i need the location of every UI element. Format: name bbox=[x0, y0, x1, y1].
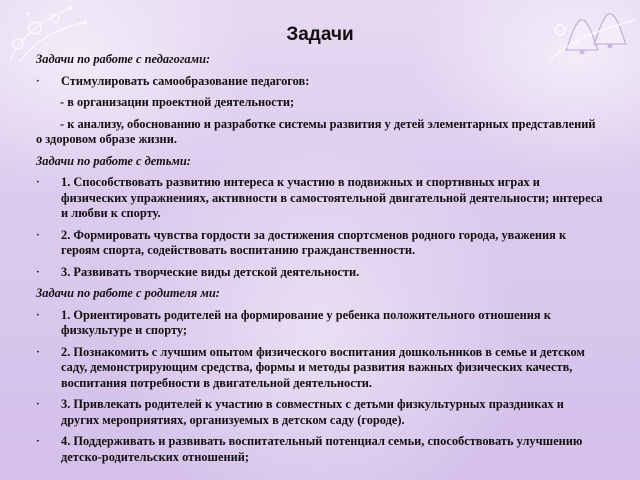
parents-item-1-text: 1. Ориентировать родителей на формирование у ребенка положительного отношения к физкультуре и спорту; bbox=[61, 307, 551, 337]
children-heading: Задачи по работе с детьми: bbox=[36, 153, 191, 168]
bullet-icon: · bbox=[36, 228, 40, 241]
bullet-icon: · bbox=[36, 265, 40, 278]
children-item-1-text: 1. Способствовать развитию интереса к участию в подвижных и спортивных играх и физических упражнениях, активности в самостоятельной двигательной деятельности; интереса и любви к спорту. bbox=[61, 175, 603, 220]
parents-item-1 bbox=[36, 308, 604, 339]
bullet-icon: · bbox=[36, 435, 40, 447]
parents-item-4 bbox=[36, 434, 604, 465]
teachers-sub-2: - к анализу, обоснованию и разработке системы развития у детей элементарных представлений о здоровом образе жизни. bbox=[36, 116, 596, 146]
bullet-icon: · bbox=[36, 345, 40, 358]
parents-item-3 bbox=[36, 397, 604, 428]
children-item-2 bbox=[36, 228, 604, 259]
children-item-2-text: 2. Формировать чувства гордости за достижения спортсменов родного города, уважения к героям спорта, содействовать воспитанию гражданственности. bbox=[61, 227, 567, 257]
teachers-item-1 bbox=[36, 74, 604, 90]
parents-item-2-text: 2. Познакомить с лучшим опытом физического воспитания дошкольников в семье и детском саду, демонстрирующим средства, формы и методы развития важных физических качеств, воспитания потребности в двигательной деятельности. bbox=[61, 344, 585, 390]
parents-item-4-text: 4. Поддерживать и развивать воспитательный потенциал семьи, способствовать улучшению детско-родительских отношений; bbox=[61, 434, 583, 464]
teachers-heading: Задачи по работе с педагогами: bbox=[36, 52, 211, 66]
bullet-icon: · bbox=[36, 74, 40, 87]
parents-item-2 bbox=[36, 345, 604, 392]
bullet-icon: · bbox=[36, 398, 40, 410]
teachers-item-1-text: Стимулировать самообразование педагогов: bbox=[61, 73, 310, 88]
children-item-3 bbox=[36, 265, 604, 281]
children-item-1 bbox=[36, 175, 604, 222]
parents-heading: Задачи по работе с родителя ми: bbox=[36, 286, 220, 300]
teachers-sub-1: - в организации проектной деятельности; bbox=[60, 95, 295, 109]
bullet-icon: · bbox=[36, 176, 40, 188]
bullet-icon: · bbox=[36, 308, 40, 321]
slide-title: Задачи bbox=[286, 24, 354, 45]
parents-item-3-text: 3. Привлекать родителей к участию в совместных с детьми физкультурных праздниках и других мероприятиях, организуемых в детском саду (городе). bbox=[61, 397, 564, 427]
children-item-3-text: 3. Развивать творческие виды детской деятельности. bbox=[61, 264, 360, 279]
content-area bbox=[36, 52, 604, 471]
